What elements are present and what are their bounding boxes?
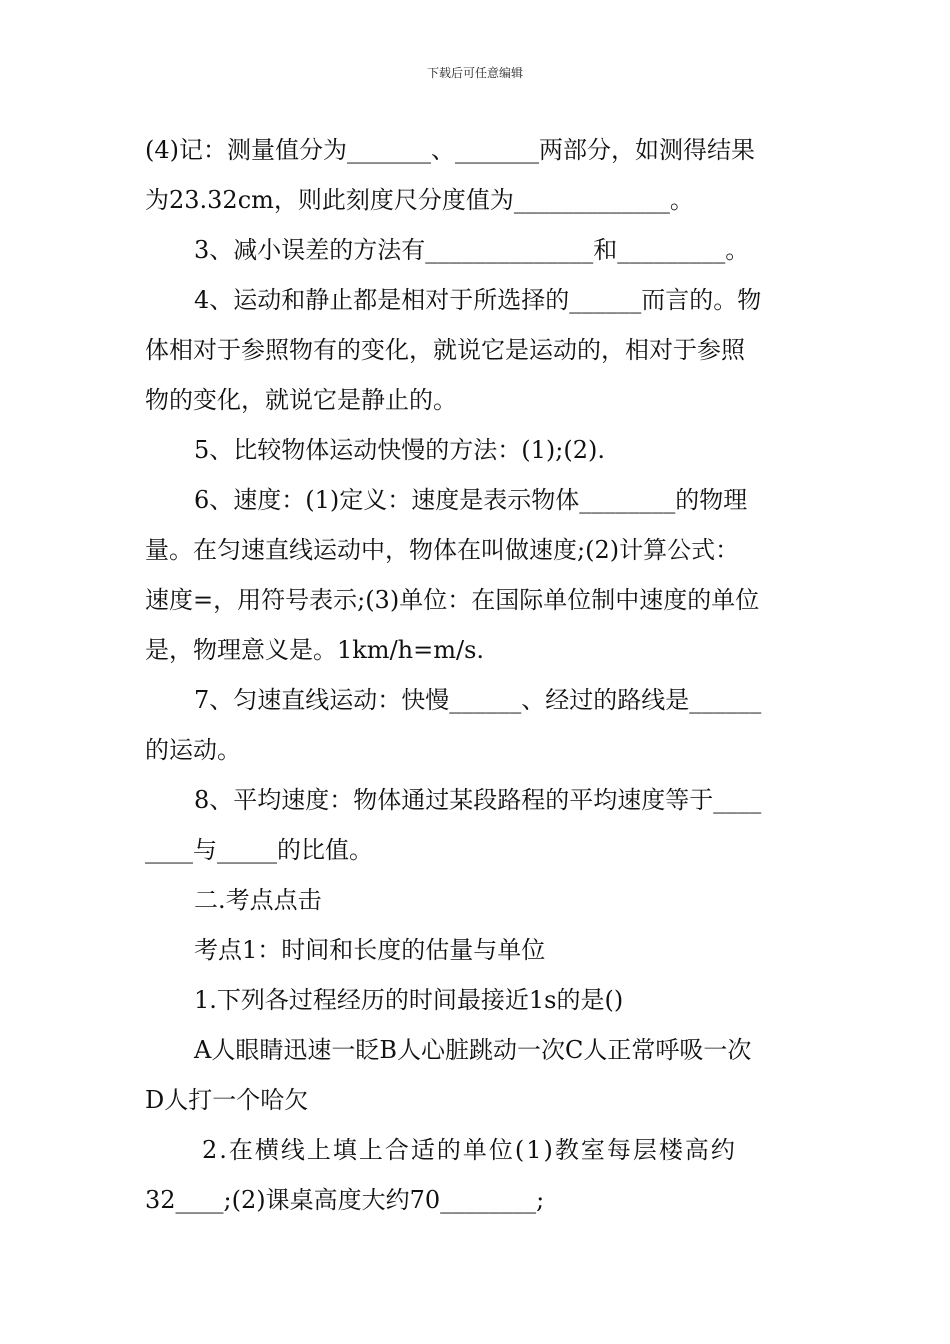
text-line: 为23.32cm，则此刻度尺分度值为_____________。 [145, 186, 694, 214]
text-line: ____与_____的比值。 [145, 836, 373, 864]
question-line: 32____;(2)课桌高度大约70________; [145, 1186, 545, 1214]
text-line: 体相对于参照物有的变化，就说它是运动的，相对于参照 [145, 336, 745, 364]
question-line: 1.下列各过程经历的时间最接近1s的是() [194, 986, 624, 1014]
text-line: 4、运动和静止都是相对于所选择的______而言的。物 [194, 286, 762, 314]
text-line: 8、平均速度：物体通过某段路程的平均速度等于____ [194, 786, 762, 814]
page-header: 下载后可任意编辑 [426, 66, 523, 80]
text-line: 量。在匀速直线运动中，物体在叫做速度;(2)计算公式： [145, 536, 740, 564]
text-line: 7、匀速直线运动：快慢______、经过的路线是______ [194, 686, 762, 714]
text-line: 3、减小误差的方法有______________和_________。 [194, 236, 750, 264]
answer-options-line: D人打一个哈欠 [145, 1086, 309, 1114]
text-line: 6、速度：(1)定义：速度是表示物体________的物理 [194, 486, 748, 514]
text-line: 物的变化，就说它是静止的。 [145, 386, 457, 414]
text-line: 的运动。 [145, 736, 241, 764]
text-line: 5、比较物体运动快慢的方法：(1);(2). [194, 436, 605, 464]
text-line: (4)记：测量值分为_______、_______两部分，如测得结果 [145, 136, 755, 164]
section-heading: 二.考点点击 [194, 886, 322, 914]
subsection-heading: 考点1：时间和长度的估量与单位 [194, 936, 546, 964]
text-line: 速度=，用符号表示;(3)单位：在国际单位制中速度的单位 [145, 586, 760, 614]
document-body [145, 125, 807, 1225]
question-line: 2.在横线上填上合适的单位(1)教室每层楼高约 [202, 1136, 737, 1164]
answer-options-line: A人眼睛迅速一眨B人心脏跳动一次C人正常呼吸一次 [194, 1036, 752, 1064]
text-line: 是，物理意义是。1km/h=m/s. [145, 636, 485, 664]
